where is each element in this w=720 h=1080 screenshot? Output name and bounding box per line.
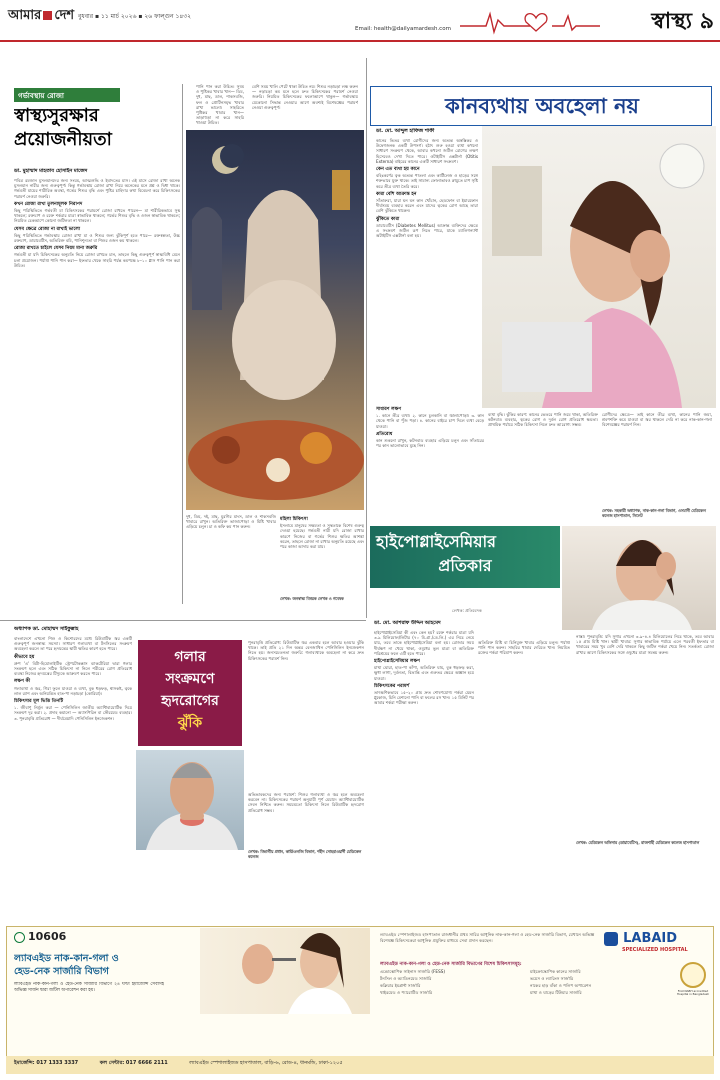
- ad-services-heading: ল্যাবএইড নাক-কান-গলা ও হেড-নেক সার্জারি বিভাগের বিশেষ চিকিৎসাসমূহ:: [380, 962, 522, 967]
- hypo-body-col3: নাস্তা। পুনরাবৃত্তি: যদি সুগার এখনো ৩.৯–৪.৪ মিলিমোলের নিচে থাকে, তবে আবার ১৫ গ্রাম মিষ্টি খান। স্থায়ী খাবার: সুগার স্বাভাবিক পর্যায়ে এলে পরবর্তী ইফতার বা খাবারের সময় খুব বেশি দেরি থাকলে কিছু জটিল শর্করা খেয়ে নিন। সতর্কতা: রোজা রাখার আগে চিকিৎসকের সঙ্গে ওষুধের মাত্রা সমন্বয় করুন।: [576, 634, 714, 655]
- health-email: Email: health@dailyamardesh.com: [355, 26, 451, 32]
- throat-headline: গলার সংক্রমণে হৃদরোগের ঝুঁকি: [138, 640, 242, 746]
- ear-headline: কানব্যথায় অবহেলা নয়: [445, 93, 639, 118]
- ramadan-body-col3: বেশি সময় খালি পেটে থাকা উচিত নয়। শিশুর নড়াচড়া লক্ষ করুন— নড়াচড়া কম মনে হলে দ্রুত চিকিৎসকের পরামর্শ নেওয়া জরুরি। নিয়মিত চিকিৎসকের ফলোআপে থাকুন— গর্ভাবস্থায় যেকোনো সিদ্ধান্ত নেওয়ার আগে অবশ্যই বিশেষজ্ঞের পরামর্শ নেওয়া গুরুত্বপূর্ণ।: [252, 84, 358, 110]
- hypo-headline: হাইপোগ্লাইসেমিয়ার প্রতিকার: [370, 526, 560, 588]
- throat-body-col2: পুনরাবৃত্তি প্রতিরোধ: রিউমাটিক জ্বর একবার হলে আবার হওয়ার ঝুঁকি থাকে। তাই প্রতি ২১ দিন অন্তর বেনজাথিন পেনিসিলিন ইনজেকশন নিতে হয়। জনসচেতনতা জরুরি: গলাব্যথাকে অবহেলা না করে দ্রুত চিকিৎসকের পরামর্শ নিন।: [248, 640, 364, 661]
- woman-dizzy-photo: [562, 526, 716, 630]
- ad-service-item: নাকের হাড় বাঁকা ও পলিপ অপারেশন: [530, 983, 592, 988]
- throat-body-col3: অভিভাবকদের জন্য পরামর্শ: শিশুর গলাব্যথা ও জ্বর হলে অবহেলা করবেন না। চিকিৎসকের পরামর্শ অনুযায়ী পূর্ণ মেয়াদে অ্যান্টিবায়োটিক সেবন নিশ্চিত করুন। সময়মতো চিকিৎসা নিলে রিউমাটিক হৃদরোগ প্রতিরোধ সম্ভব।: [248, 792, 364, 813]
- ad-doctor-photo: [200, 928, 370, 1014]
- hypo-byline: লেখক: মেডিকেল অফিসার (ডায়াবেটিস), রাজশাহী মেডিকেল কলেজ হাসপাতাল: [576, 840, 700, 845]
- phone-icon: [14, 932, 25, 943]
- hypo-kicker: লেখক: প্রতিবেদক: [452, 608, 482, 613]
- ad-phone[interactable]: 10606: [14, 930, 94, 948]
- ramadan-body-col1: পবিত্র রমজান মুসলমানদের জন্য সংযম, আত্মশুদ্ধি ও ইবাদতের মাস। এই মাসে রোজা রাখা অনেক মুসলমান নারীর জন্য গুরুত্বপূর্ণ। কিন্তু গর্ভাবস্থায় রোজা রাখা নিয়ে অনেকের মনে প্রশ্ন ও দ্বিধা থাকে। গর্ভবতী মায়ের শারীরিক অবস্থা, গর্ভের শিশুর বৃদ্ধি এবং পুষ্টির চাহিদার কথা বিবেচনা করে চিকিৎসকের পরামর্শ নেওয়া জরুরি। কখন রোজা রাখা তুলনামূলক নিরাপদ কিছু পরিস্থিতিতে গর্ভবতী মা চিকিৎসকের পরামর্শে রোজা রাখতে পারেন— মা শারীরিকভাবে সুস্থ থাকলে; রক্তচাপ ও রক্তে শর্করার মাত্রা স্বাভাবিক থাকলে; গর্ভের শিশুর বৃদ্ধি ও ওজন স্বাভাবিক থাকলে; নিয়মিত চেকআপে কোনো জটিলতা না থাকলে। যেসব ক্ষেত্রে রোজা না রাখাই ভালো কিছু পরিস্থিতিতে গর্ভাবস্থায় রোজা রাখা মা ও শিশুর জন্য ঝুঁকিপূর্ণ হতে পারে— রক্তস্বল্পতা, উচ্চ রক্তচাপ, ডায়াবেটিস, অতিরিক্ত বমি, পানিশূন্যতা বা শিশুর ওজন কম থাকলে। রোজা রাখতে চাইলে যেসব নিয়ম মানা জরুরি গর্ভবতী মা যদি চিকিৎসকের অনুমতি নিয়ে রোজা রাখতে চান, তাহলে কিছু গুরুত্বপূর্ণ স্বাস্থ্যবিধি মেনে চলা প্রয়োজন। পর্যাপ্ত পানি পান করা— ইফতার থেকে সাহরি পর্যন্ত কমপক্ষে ৮–১০ গ্লাস পানি পান করা উচিত।: [14, 178, 180, 268]
- ramadan-body-bottom1: দুধ, ডিম, দই, মাছ, মুরগির মাংস, ডাল ও শাকসবজি খাবারে রাখুন। অতিরিক্ত ভাজাপোড়া ও মিষ্টি খাবার এড়িয়ে চলুন। চা ও কফি কম পান করুন।: [186, 514, 276, 530]
- ramadan-body-bottom2: মহিলা চিকিৎসা ইসলামে মানুষের সক্ষমতা ও সুস্থতাকে বিশেষ গুরুত্ব দেওয়া হয়েছে। গর্ভবতী নারী যদি রোজা রাখার কারণে নিজের বা গর্ভের শিশুর ক্ষতির আশঙ্কা করেন, তাহলে রোজা না রাখার অনুমতি রয়েছে এবং পরে কাজা আদায় করা যায়।: [280, 517, 364, 550]
- ad-top-line: ল্যাবএইড স্পেশালাইজড হাসপাতাল রাজধানীর প্রথম সারির আধুনিক নাক-কান-গলা ও হেড-নেক সার্জারি বিভাগ, যেখানে অভিজ্ঞ বিশেষজ্ঞ চিকিৎসকেরা আধুনিক প্রযুক্তির মাধ্যমে সেবা প্রদান করছেন।: [380, 932, 595, 943]
- woman-ear-pain-photo: [482, 126, 716, 408]
- masthead: [0, 0, 720, 58]
- nabh-badge: First NABH accredited Hospital in Bangladesh: [676, 962, 710, 1012]
- ad-footer: [6, 1056, 714, 1074]
- ear-sub-col1: সাধারণ লক্ষণ ১. কানে তীব্র ব্যথা। ২. কানে চুলকানি বা জ্বালাপোড়া। ৩. কান থেকে পানি বা পুঁজ পড়া। ৪. কানের বাইরে চাপ দিলে ব্যথা বেড়ে যাওয়া। প্রতিরোধ কান শুকনো রাখুন, কটনবাড ব্যবহার এড়িয়ে চলুন এবং সাঁতারের পর কান ভালোভাবে মুছে নিন।: [376, 407, 484, 449]
- ramadan-headline: স্বাস্থ্যসুরক্ষার প্রয়োজনীয়তা: [14, 105, 112, 150]
- hypo-author: ডা. মো. আশরাফ উদ্দিন আহমেদ: [374, 620, 441, 626]
- ear-author: ডা. মো. আব্দুল হাফিজ শাফী: [376, 128, 435, 134]
- labaid-logo: LABAID SPECIALIZED HOSPITAL: [604, 928, 708, 958]
- ad-service-item: ভয়েস ও ল্যারিংস সার্জারি: [530, 976, 574, 981]
- ramadan-body-col2: পানি পান করা উচিত। সুষম ও পুষ্টিকর খাবার খান— ডিম, দুধ, মাছ, ডাল, শাকসবজি, ফল ও প্রোটিনসমৃদ্ধ খাবার রাখা ভালো। সাহরিতে পুষ্টিকর খাবার খান— তাড়াহুড়া না করে সাহরি খাওয়া উচিত।: [196, 84, 244, 126]
- man-throat-pain-photo: [136, 750, 244, 850]
- ramadan-author: ডা. মুহাম্মাদ মাহতাব হোসাইন মাজেদ: [14, 168, 88, 174]
- ear-byline: লেখক: সহকারী অধ্যাপক, নাক-কান-গলা বিভাগ, ওসমানী মেডিকেল কলেজ হাসপাতাল, সিলেট: [602, 508, 706, 518]
- issue-date: বুধবার ▪ ১১ মার্চ ২০২৬ ▪ ২৬ ফাল্গুন ১৪৩২: [78, 13, 192, 20]
- hypo-body-col2: অতিরিক্ত মিষ্টি বা চিনিযুক্ত খাবার এড়িয়ে চলুন। পর্যাপ্ত পানি পান করুন। সাহরির খাবার দেরিতে খান। নিয়মিত রক্তের শর্করা পরিমাপ করুন।: [478, 640, 570, 656]
- ramadan-byline: লেখক: জনস্বাস্থ্য বিষয়ক লেখক ও গবেষক: [280, 596, 344, 601]
- ear-sub-col2: ব্যথা বৃদ্ধি। ঝুঁকির কারণ: কানের ভেতরে পানি জমে থাকা, অতিরিক্ত কটনবাড ব্যবহার, ত্বকের রোগ ও দুর্বল রোগ প্রতিরোধ ক্ষমতা। প্রাথমিক পর্যায়ে সঠিক চিকিৎসা নিলে দ্রুত আরোগ্য সম্ভব।: [488, 412, 598, 428]
- ad-services: [380, 968, 672, 1028]
- ear-body-col1: কানের ভিতর ব্যথা রোগীদের জন্য অত্যন্ত অস্বস্তিকর ও উদ্বেগজনক একটি উপসর্গ। হঠাৎ শুরু হওয়া ব্যথা কখনো সাধারণ সংক্রমণ থেকে, আবার কখনো জটিল রোগের লক্ষণ হিসেবেও দেখা দিতে পারে। ওটাইটিস এক্সটার্না (Otitis Externa) বাইরের কানের একটি সাধারণ সংক্রমণ। কেন এত ব্যথা হয় কানে বহিঃকর্ণের ত্বক অত্যন্ত পাতলা এবং কার্টিলেজ ও হাড়ের সঙ্গে শক্তভাবে যুক্ত থাকে। তাই সামান্য ফোলাভাবও স্নায়ুতে চাপ সৃষ্টি করে তীব্র ব্যথা তৈরি করে। কারা বেশি আক্রান্ত হন সাঁতারুরা, যারা ঘন ঘন কান খোঁচান, হেডফোন বা ইয়ারফোন দীর্ঘসময় ব্যবহার করেন এবং যাদের ত্বকের রোগ আছে তারা বেশি ঝুঁকিতে থাকেন। ঝুঁকিতে কারা ডায়াবেটিস (Diabetes Mellitus) আক্রান্ত ব্যক্তিদের ক্ষেত্রে এ সংক্রমণ জটিল রূপ নিতে পারে, যাকে ম্যালিগন্যান্ট অটাইটিস এক্সটার্না বলা হয়।: [376, 138, 478, 239]
- pregnant-woman-iftar-photo: [186, 130, 364, 510]
- ad-address: ল্যাবএইড স্পেশালাইজড হাসপাতাল, বাড়ি-৬, রোড-৪, ধানমন্ডি, ঢাকা-১২০৫: [189, 1060, 343, 1066]
- ad-title: ল্যাবএইড নাক-কান-গলা ও হেড-নেক সার্জারি বিভাগ: [14, 953, 119, 977]
- ad-service-item: মাইক্রোস্কোপিক কানের সার্জারি: [530, 969, 581, 974]
- ad-service-item: থাইরয়েড ও প্যারোটিড সার্জারি: [380, 990, 433, 995]
- ear-sub-col3: রোগীদের ক্ষেত্রে— তাই কানে তীব্র ব্যথা, কানের পানি জমা, শ্রবণশক্তি কমে যাওয়া বা জ্বর থাকলে দেরি না করে নাক-কান-গলা বিশেষজ্ঞের পরামর্শ নিন।: [602, 412, 712, 428]
- ad-service-item: মাথা ও ঘাড়ের টিউমার সার্জারি: [530, 990, 582, 995]
- throat-body-col1: বাংলাদেশে এখনো শিশু ও কিশোরদের মধ্যে রিউমাটিক জ্বর একটি গুরুত্বপূর্ণ জনস্বাস্থ্য সমস্যা। সাধারণ গলাব্যথা বা টনসিলের সংক্রমণ অবহেলা করলে তা পরে হৃদযন্ত্রের স্থায়ী ক্ষতির কারণ হতে পারে। কীভাবে হয় গ্রুপ 'এ' বিটা-হিমোলাইটিক স্ট্রেপটোকক্কাস ব্যাকটেরিয়া দ্বারা গলার সংক্রমণ হলে এবং সঠিক চিকিৎসা না নিলে শরীরের রোগ প্রতিরোধ ব্যবস্থা নিজের হৃদযন্ত্রের টিস্যুকে আক্রমণ করতে পারে। লক্ষণ কী গলাব্যথা ও জ্বর, গিরা ফুলে যাওয়া ও ব্যথা, বুক ধড়ফড়, শ্বাসকষ্ট, ত্বকে লাল র‍্যাশ এবং অনিয়ন্ত্রিত হাত-পা নড়াচড়া (কোরিয়া)। চিকিৎসার মূল ভিত্তি তিনটি ১. জীবাণু নির্মূল করা — পেনিসিলিন জাতীয় অ্যান্টিবায়োটিক দিয়ে সংক্রমণ দূর করা। ২. প্রদাহ কমানো — অ্যাসপিরিন বা স্টেরয়েড ব্যবহার। ৩. পুনরাবৃত্তি প্রতিরোধ — দীর্ঘমেয়াদি পেনিসিলিন ইনজেকশন।: [14, 636, 132, 721]
- throat-author: অধ্যাপক ডা. মোহাম্মদ সাইফুল্লাহ: [14, 626, 79, 632]
- call-center[interactable]: কল সেন্টার: 017 6666 2111: [99, 1060, 168, 1066]
- ad-desc: ল্যাবএইড নাক-কান-গলা ও হেড-নেক সার্জারি বিভাগে ২৪ ঘণ্টা ইমার্জেন্সি সেবাসহ অভিজ্ঞ সার্জন দ্বারা জটিল অপারেশন করা হয়।: [14, 982, 164, 993]
- ad-service-item: কক্লিয়ার ইমপ্লান্ট সার্জারি: [380, 983, 421, 988]
- section-title: স্বাস্থ্য ৯: [651, 8, 714, 34]
- ad-service-item: এন্ডোস্কোপিক সাইনাস সার্জারি (FESS): [380, 969, 446, 974]
- throat-byline: লেখক: বিভাগীয় প্রধান, কার্ডিওলজি বিভাগ, শহীদ সোহরাওয়ার্দী মেডিকেল কলেজ: [248, 849, 362, 859]
- hypo-body-col1: হাইপোগ্লাইসেমিয়া কী এবং কেন হয়? রক্তে শর্করার মাত্রা যদি ৩.৯ মিলিমোল/লিটার (৭০ মি.গ্রা./ডে.লি.) এর নিচে নেমে যায়, তবে তাকে হাইপোগ্লাইসেমিয়া বলা হয়। রোজার সময় দীর্ঘক্ষণ না খেয়ে থাকা, ওষুধের ভুল মাত্রা বা অতিরিক্ত পরিশ্রমের ফলে এটি হতে পারে। হাইপোগ্লাইসেমিয়ার লক্ষণ মাথা ঘোরা, হাত-পা কাঁপা, অতিরিক্ত ঘাম, বুক ধড়ফড় করা, ক্ষুধা লাগা, দুর্বলতা, বিভ্রান্তি এবং গুরুতর ক্ষেত্রে অজ্ঞান হয়ে যাওয়া। চিকিৎসকের পরামর্শ তাৎক্ষণিকভাবে ১৫–২০ গ্রাম দ্রুত শোষণযোগ্য শর্করা যেমন গ্লুকোজ, চিনি মেশানো পানি বা ফলের রস খান। ১৫ মিনিট পর আবার শর্করা পরীক্ষা করুন।: [374, 630, 474, 706]
- paper-logo: আমার দেশ: [8, 8, 75, 23]
- ad-service-item: টনসিল ও অ্যাডিনয়েড সার্জারি: [380, 976, 432, 981]
- emergency-hotline[interactable]: ইমার্জেন্সি: 017 1333 3337: [14, 1060, 79, 1066]
- ramadan-kicker: গর্ভাবস্থায় রোজা: [14, 88, 120, 102]
- heartbeat-icon: [460, 4, 600, 38]
